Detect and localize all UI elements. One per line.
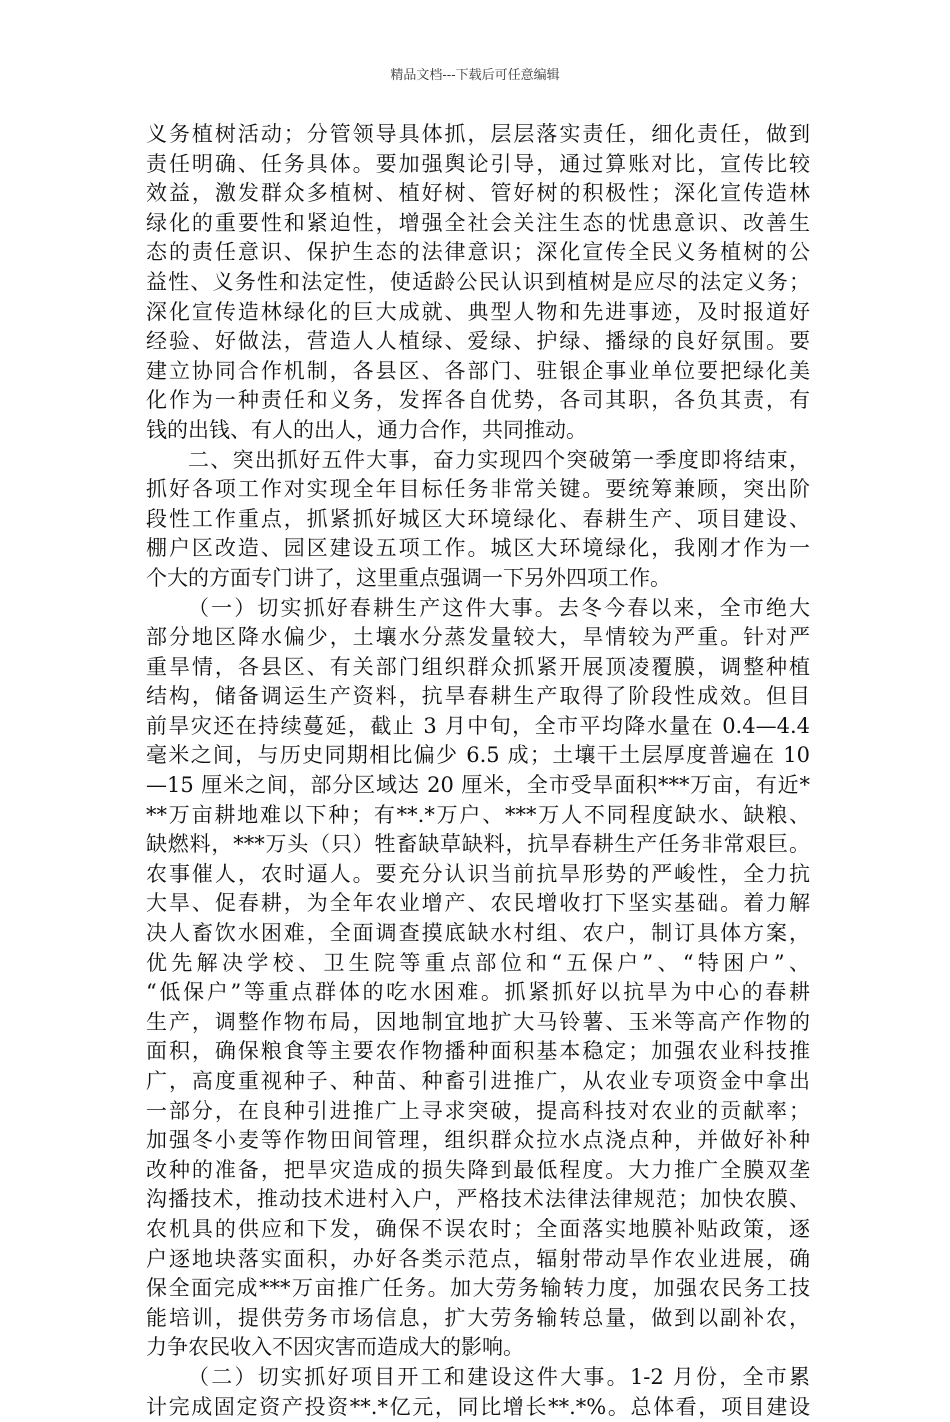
text-line: （一）切实抓好春耕生产这件大事。去冬今春以来，全市绝大 [188,595,810,620]
document-body [146,120,810,1422]
text-line: 加强冬小麦等作物田间管理，组织群众拉水点浇点种，并做好补种 [146,1128,810,1153]
text-line: 重旱情，各县区、有关部门组织群众抓紧开展顶凌覆膜，调整种植 [146,654,810,679]
page-header: 精品文档---下载后可任意编辑 [390,68,560,83]
text-line: 段性工作重点，抓紧抓好城区大环境绿化、春耕生产、项目建设、 [146,506,810,531]
text-line: 农机具的供应和下发，确保不误农时；全面落实地膜补贴政策，逐 [146,1216,810,1241]
text-line: 义务植树活动；分管领导具体抓，层层落实责任，细化责任，做到 [146,122,810,146]
text-line: 大旱、促春耕，为全年农业增产、农民增收打下坚实基础。着力解 [146,891,810,916]
text-line: 抓好各项工作对实现全年目标任务非常关键。要统筹兼顾，突出阶 [146,477,810,502]
text-line: 保全面完成***万亩推广任务。加大劳务输转力度，加强农民务工技 [146,1276,810,1301]
text-line: 部分地区降水偏少，土壤水分蒸发量较大，旱情较为严重。针对严 [146,625,810,650]
text-line: “低保户”等重点群体的吃水困难。抓紧抓好以抗旱为中心的春耕 [146,980,810,1005]
text-line: 责任明确、任务具体。要加强舆论引导，通过算账对比，宣传比较 [146,151,810,176]
text-line: 益性、义务性和法定性，使适龄公民认识到植树是应尽的法定义务； [146,269,810,294]
text-line: 计完成固定资产投资**.*亿元，同比增长**.*%。总体看，项目建设 [146,1394,810,1419]
text-line: （二）切实抓好项目开工和建设这件大事。1-2 月份，全市累 [188,1364,810,1389]
text-line: 效益，激发群众多植树、植好树、管好树的积极性；深化宣传造林 [146,181,810,206]
text-line: 优先解决学校、卫生院等重点部位和“五保户”、“特困户”、 [146,950,810,975]
text-line: —15 厘米之间，部分区域达 20 厘米，全市受旱面积***万亩，有近* [146,773,810,798]
text-line: 改种的准备，把旱灾造成的损失降到最低程度。大力推广全膜双垄 [146,1157,810,1182]
text-line: 农事催人，农时逼人。要充分认识当前抗旱形势的严峻性，全力抗 [146,861,810,886]
text-line: 沟播技术，推动技术进村入户，严格技术法律法律规范；加快农膜、 [146,1187,810,1212]
text-line: 决人畜饮水困难，全面调查摸底缺水村组、农户，制订具体方案， [146,921,810,946]
text-line: 化作为一种责任和义务，发挥各自优势，各司其职，各负其责，有 [146,388,810,413]
text-line: 面积，确保粮食等主要农作物播种面积基本稳定；加强农业科技推 [146,1039,810,1064]
text-line: 棚户区改造、园区建设五项工作。城区大环境绿化，我刚才作为一 [146,536,810,561]
text-line: 态的责任意识、保护生态的法律意识；深化宣传全民义务植树的公 [146,240,810,265]
text-line: 生产，调整作物布局，因地制宜地扩大马铃薯、玉米等高产作物的 [146,1009,810,1034]
text-line: 能培训，提供劳务市场信息，扩大劳务输转总量，做到以副补农， [146,1305,810,1330]
text-line: 前旱灾还在持续蔓延，截止 3 月中旬，全市平均降水量在 0.4—4.4 [146,713,810,738]
text-line: 户逐地块落实面积，办好各类示范点，辐射带动旱作农业进展，确 [146,1246,810,1271]
text-line: 绿化的重要性和紧迫性，增强全社会关注生态的忧患意识、改善生 [146,210,810,235]
text-line: 经验、好做法，营造人人植绿、爱绿、护绿、播绿的良好氛围。要 [146,329,810,354]
text-line: 缺燃料，***万头（只）牲畜缺草缺料，抗旱春耕生产任务非常艰巨。 [146,832,810,857]
text-line: 建立协同合作机制，各县区、各部门、驻银企事业单位要把绿化美 [146,358,810,383]
text-line: 力争农民收入不因灾害而造成大的影响。 [146,1335,524,1360]
text-line: 个大的方面专门讲了，这里重点强调一下另外四项工作。 [146,565,671,590]
text-line: 结构，储备调运生产资料，抗旱春耕生产取得了阶段性成效。但目 [146,684,810,709]
text-line: 二、突出抓好五件大事，奋力实现四个突破第一季度即将结束， [188,447,810,472]
text-line: 广，高度重视种子、种苗、种畜引进推广，从农业专项资金中拿出 [146,1069,810,1093]
text-line: **万亩耕地难以下种；有**.*万户、***万人不同程度缺水、缺粮、 [146,802,810,827]
text-line: 毫米之间，与历史同期相比偏少 6.5 成；土壤干土层厚度普遍在 10 [146,743,810,768]
text-line: 钱的出钱、有人的出人，通力合作，共同推动。 [146,417,587,442]
text-line: 深化宣传造林绿化的巨大成就、典型人物和先进事迹，及时报道好 [146,299,810,324]
text-line: 一部分，在良种引进推广上寻求突破，提高科技对农业的贡献率； [146,1098,810,1123]
